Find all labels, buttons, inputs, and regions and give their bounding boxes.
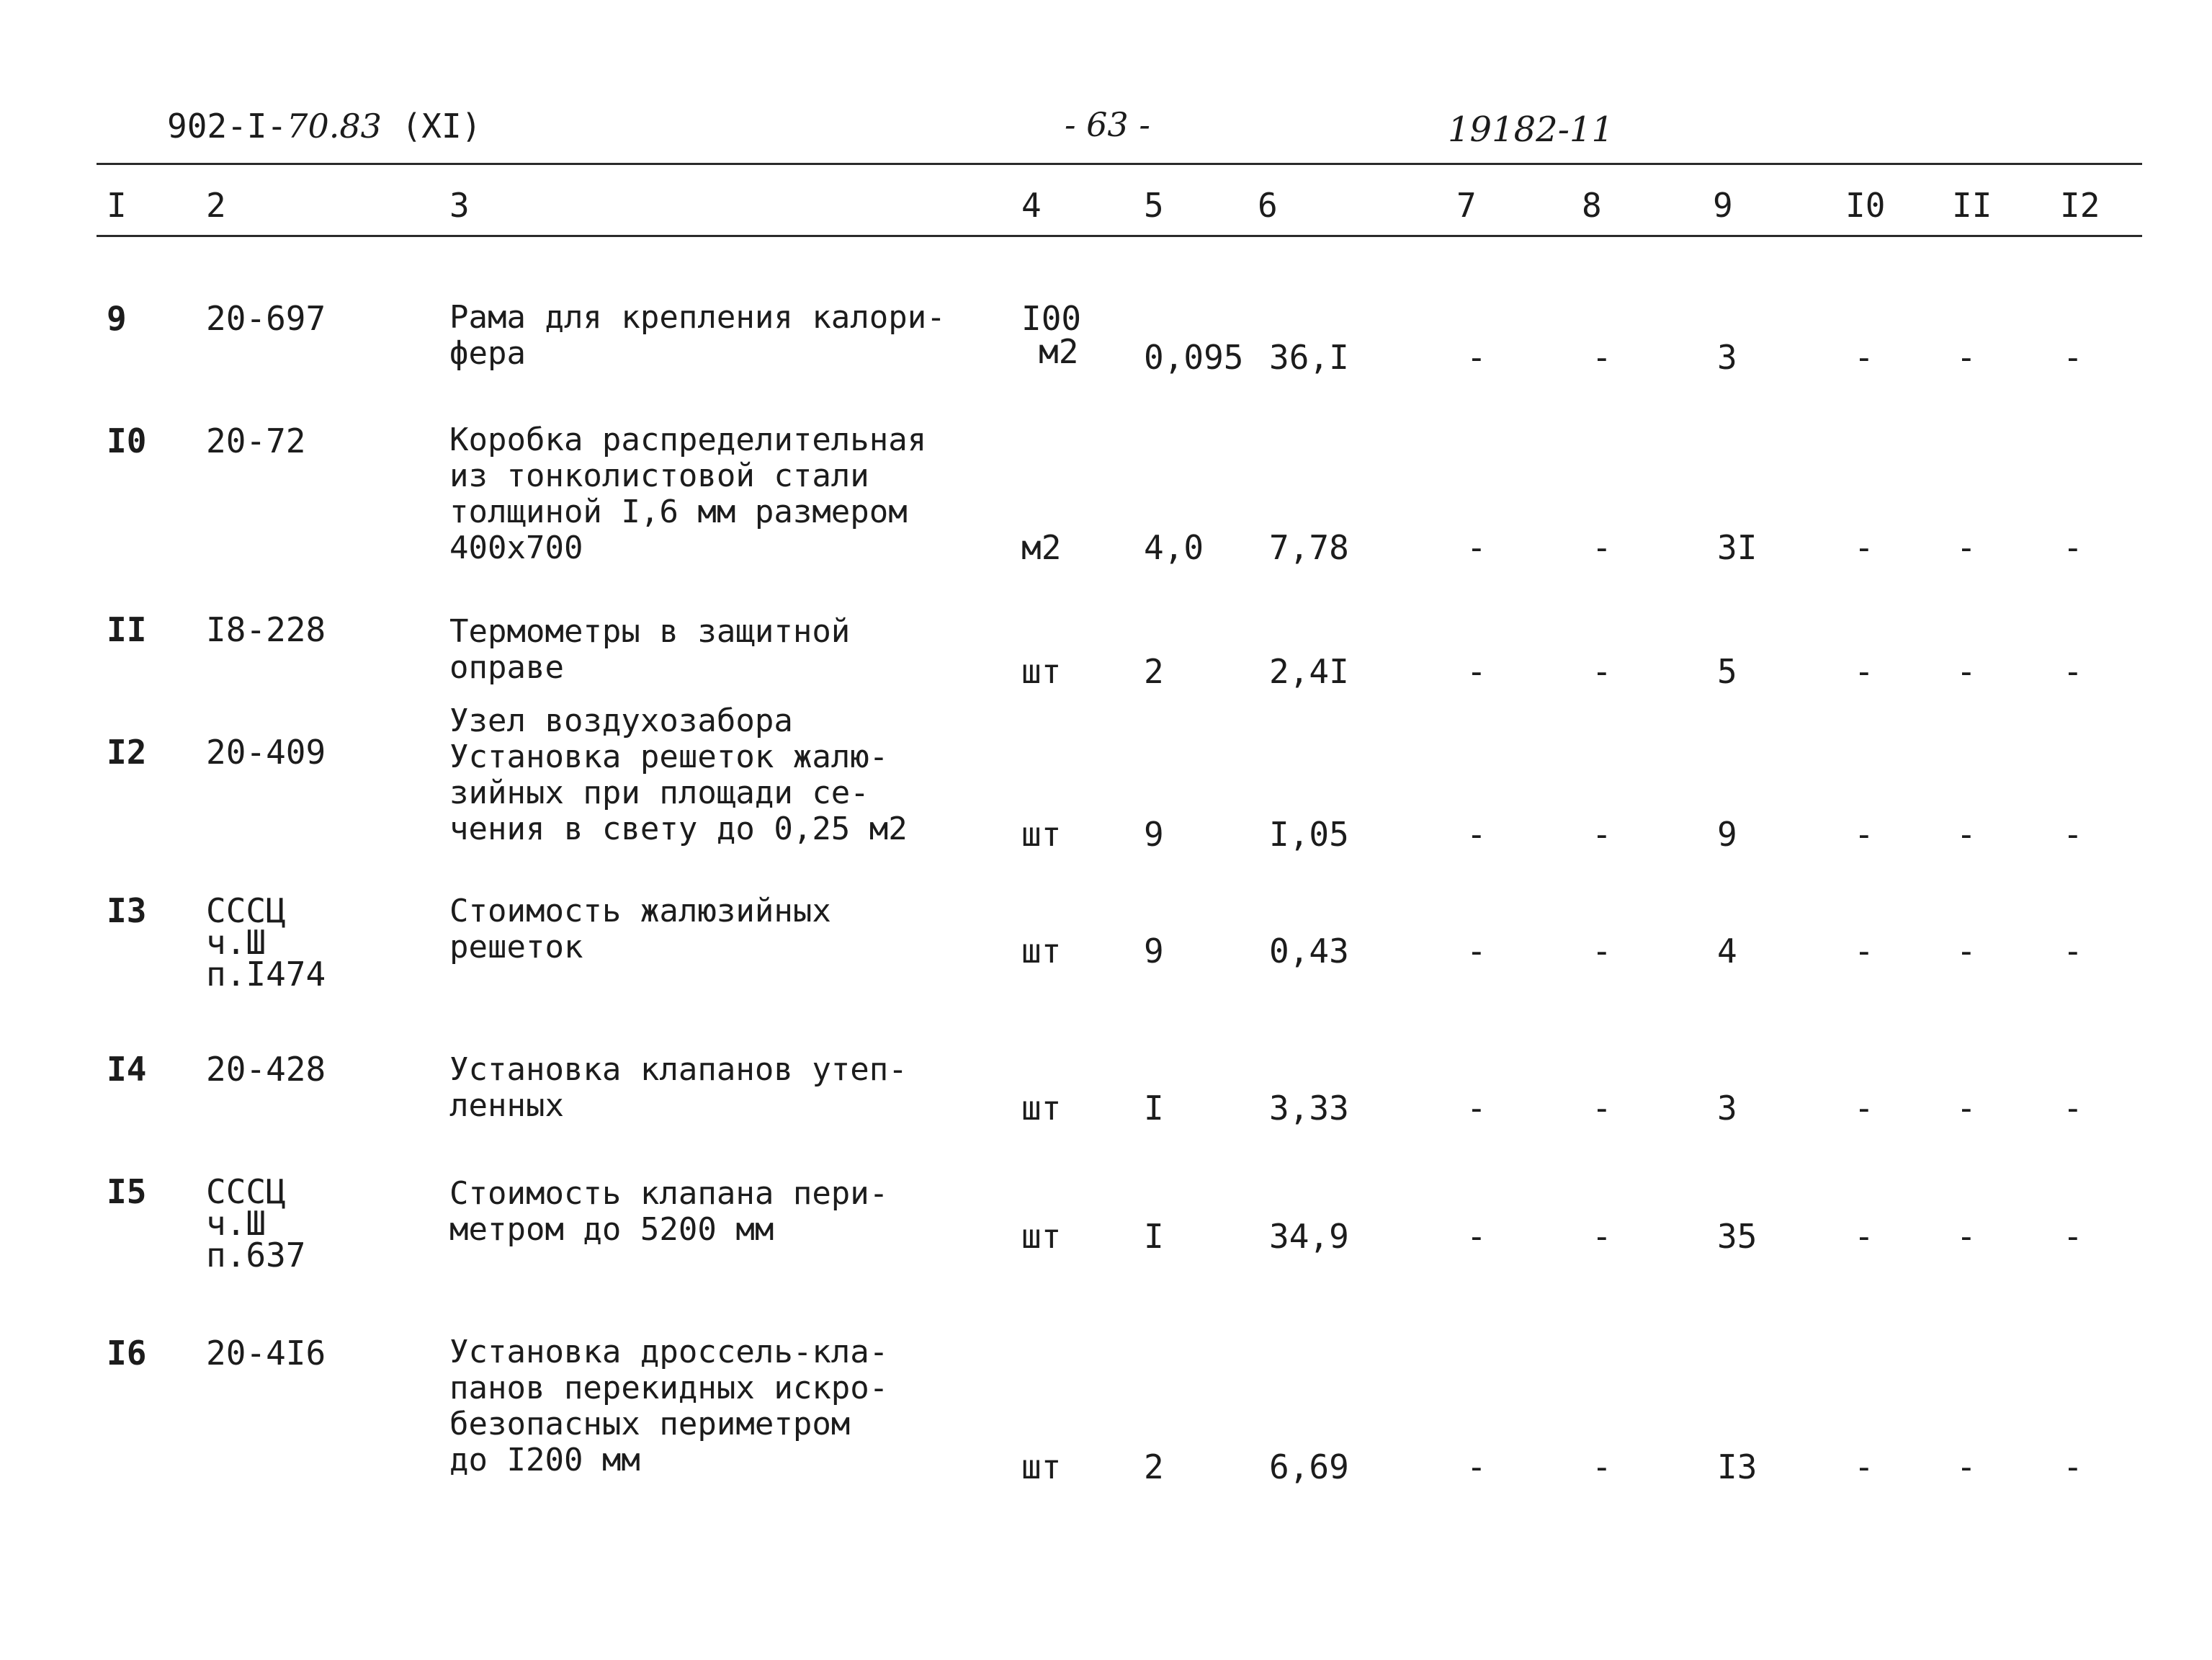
empty-dash: - xyxy=(1467,652,1487,691)
column-9-value: 9 xyxy=(1717,815,1737,854)
work-description: чения в свету до 0,25 м2 xyxy=(449,811,908,847)
empty-dash: - xyxy=(2063,338,2083,377)
empty-dash: - xyxy=(2063,528,2083,567)
work-description: толщиной I,6 мм размером xyxy=(449,494,908,530)
empty-dash: - xyxy=(1467,1089,1487,1128)
row-number: I6 xyxy=(107,1334,147,1373)
quantity: 2 xyxy=(1144,1447,1164,1486)
unit: шт xyxy=(1021,1089,1062,1128)
column-header: 6 xyxy=(1258,186,1278,225)
row-number: I0 xyxy=(107,421,147,460)
empty-dash: - xyxy=(1854,1447,1874,1486)
empty-dash: - xyxy=(1592,652,1612,691)
reference-code: I8-228 xyxy=(206,610,326,649)
empty-dash: - xyxy=(1956,1447,1976,1486)
quantity: 4,0 xyxy=(1144,528,1204,567)
work-description: до I200 мм xyxy=(449,1442,640,1478)
empty-dash: - xyxy=(1467,528,1487,567)
column-9-value: 4 xyxy=(1717,932,1737,970)
unit: шт xyxy=(1021,1217,1062,1256)
column-9-value: 5 xyxy=(1717,652,1737,691)
reference-code: СССЦ xyxy=(206,1172,286,1211)
work-description: из тонколистовой стали xyxy=(449,458,869,494)
reference-code: СССЦ xyxy=(206,891,286,930)
empty-dash: - xyxy=(1592,338,1612,377)
reference-code: п.I474 xyxy=(206,955,326,994)
empty-dash: - xyxy=(1592,815,1612,854)
quantity: I xyxy=(1144,1217,1164,1256)
reference-code: ч.Ш xyxy=(206,923,267,962)
doc-code: 902-I-70.83 (XI) xyxy=(167,107,482,146)
work-description: Установка клапанов утеп- xyxy=(449,1051,908,1088)
unit: I00 xyxy=(1021,299,1082,338)
work-description: ленных xyxy=(449,1087,564,1124)
work-description: Узел воздухозабора xyxy=(449,702,793,739)
empty-dash: - xyxy=(2063,1089,2083,1128)
registration-number: 19182-11 xyxy=(1448,110,1613,150)
reference-code: 20-428 xyxy=(206,1050,326,1089)
row-number: I4 xyxy=(107,1050,147,1089)
unit: шт xyxy=(1021,815,1062,854)
column-header: 4 xyxy=(1021,186,1042,225)
empty-dash: - xyxy=(1956,815,1976,854)
unit: шт xyxy=(1021,932,1062,970)
work-description: Установка дроссель-кла- xyxy=(449,1334,889,1370)
reference-code: 20-409 xyxy=(206,733,326,772)
column-header: 3 xyxy=(449,186,470,225)
column-9-value: 3 xyxy=(1717,1089,1737,1128)
reference-code: п.637 xyxy=(206,1236,306,1275)
column-header: II xyxy=(1952,186,1992,225)
work-description: решеток xyxy=(449,929,583,965)
unit: м2 xyxy=(1021,528,1062,567)
work-description: метром до 5200 мм xyxy=(449,1211,774,1248)
empty-dash: - xyxy=(2063,1217,2083,1256)
table-top-rule xyxy=(97,163,2142,165)
work-description: оправе xyxy=(449,649,564,686)
doc-section: (XI) xyxy=(401,107,482,146)
reference-code: 20-697 xyxy=(206,299,326,338)
empty-dash: - xyxy=(1592,528,1612,567)
reference-code: ч.Ш xyxy=(206,1204,267,1243)
empty-dash: - xyxy=(1592,1089,1612,1128)
row-number: I2 xyxy=(107,733,147,772)
empty-dash: - xyxy=(1592,932,1612,970)
work-description: безопасных периметром xyxy=(449,1406,851,1442)
empty-dash: - xyxy=(2063,815,2083,854)
unit-cost: I,05 xyxy=(1269,815,1349,854)
unit-cost: 6,69 xyxy=(1269,1447,1349,1486)
column-header: I0 xyxy=(1845,186,1886,225)
empty-dash: - xyxy=(1467,932,1487,970)
empty-dash: - xyxy=(1467,1217,1487,1256)
column-9-value: 35 xyxy=(1717,1217,1757,1256)
empty-dash: - xyxy=(1956,932,1976,970)
unit: шт xyxy=(1021,1447,1062,1486)
empty-dash: - xyxy=(1592,1217,1612,1256)
unit-cost: 34,9 xyxy=(1269,1217,1349,1256)
work-description: Стоимость жалюзийных xyxy=(449,893,831,929)
empty-dash: - xyxy=(1854,1089,1874,1128)
quantity: 0,095 xyxy=(1144,338,1244,377)
empty-dash: - xyxy=(1956,528,1976,567)
unit: м2 xyxy=(1039,332,1079,371)
empty-dash: - xyxy=(1854,815,1874,854)
work-description: Рама для крепления калори- xyxy=(449,299,946,336)
column-9-value: 3I xyxy=(1717,528,1757,567)
empty-dash: - xyxy=(1467,1447,1487,1486)
empty-dash: - xyxy=(1854,338,1874,377)
empty-dash: - xyxy=(2063,652,2083,691)
column-header: I2 xyxy=(2060,186,2100,225)
doc-code-handwritten: 70.83 xyxy=(287,107,382,146)
column-header: 2 xyxy=(206,186,226,225)
empty-dash: - xyxy=(1854,932,1874,970)
work-description: Термометры в защитной xyxy=(449,613,851,650)
empty-dash: - xyxy=(1956,652,1976,691)
row-number: I5 xyxy=(107,1172,147,1211)
unit-cost: 3,33 xyxy=(1269,1089,1349,1128)
column-header: 8 xyxy=(1582,186,1602,225)
quantity: 2 xyxy=(1144,652,1164,691)
row-number: II xyxy=(107,610,147,649)
empty-dash: - xyxy=(1956,1089,1976,1128)
unit: шт xyxy=(1021,652,1062,691)
work-description: фера xyxy=(449,335,526,372)
empty-dash: - xyxy=(1854,652,1874,691)
row-number: I3 xyxy=(107,891,147,930)
work-description: Установка решеток жалю- xyxy=(449,738,889,775)
page-number: - 63 - xyxy=(1065,105,1150,144)
empty-dash: - xyxy=(1592,1447,1612,1486)
empty-dash: - xyxy=(1467,338,1487,377)
empty-dash: - xyxy=(1467,815,1487,854)
column-9-value: 3 xyxy=(1717,338,1737,377)
work-description: Стоимость клапана пери- xyxy=(449,1175,889,1212)
work-description: зийных при площади се- xyxy=(449,775,869,811)
column-9-value: I3 xyxy=(1717,1447,1757,1486)
table-header-rule xyxy=(97,235,2142,237)
unit-cost: 0,43 xyxy=(1269,932,1349,970)
empty-dash: - xyxy=(1854,528,1874,567)
empty-dash: - xyxy=(1956,338,1976,377)
empty-dash: - xyxy=(2063,932,2083,970)
empty-dash: - xyxy=(2063,1447,2083,1486)
quantity: 9 xyxy=(1144,815,1164,854)
reference-code: 20-72 xyxy=(206,421,306,460)
column-header: I xyxy=(107,186,127,225)
empty-dash: - xyxy=(1854,1217,1874,1256)
column-header: 7 xyxy=(1456,186,1477,225)
reference-code: 20-4I6 xyxy=(206,1334,326,1373)
unit-cost: 7,78 xyxy=(1269,528,1349,567)
unit-cost: 36,I xyxy=(1269,338,1349,377)
quantity: 9 xyxy=(1144,932,1164,970)
column-header: 9 xyxy=(1713,186,1733,225)
work-description: панов перекидных искро- xyxy=(449,1370,889,1406)
empty-dash: - xyxy=(1956,1217,1976,1256)
row-number: 9 xyxy=(107,299,127,338)
quantity: I xyxy=(1144,1089,1164,1128)
column-header: 5 xyxy=(1144,186,1164,225)
work-description: Коробка распределительная xyxy=(449,421,927,458)
unit-cost: 2,4I xyxy=(1269,652,1349,691)
work-description: 400х700 xyxy=(449,530,583,566)
